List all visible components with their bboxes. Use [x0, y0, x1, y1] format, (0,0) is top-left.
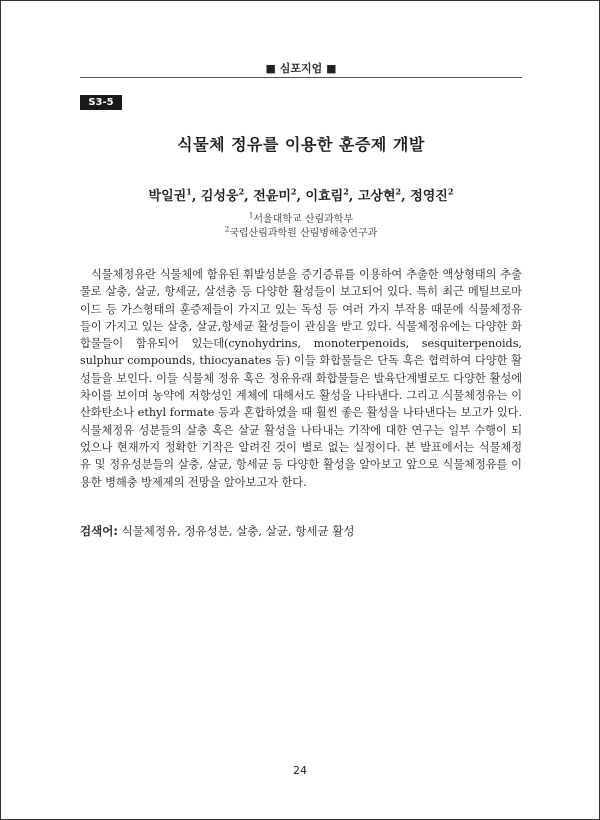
abstract-body: 식물체정유란 식물체에 함유된 휘발성분을 증기증류를 이용하여 추출한 액상형태의 추출물로 살충, 살균, 항세균, 살선충 등 다양한 활성들이 보고되어 있다. 특히 최근 메틸브로마이드 등 가스형태의 훈증제들이 가지고 있는 독성 등 여러 가지 부작용 때문에 식물체정유들이 가지고 있는 살충, 살균,항세균 활성들이 관심을 받고 있다. 식물체정유에는 다양한 화합물들이 함유되어 있는데(cynohydrins, monoterpenoids, sesquiterpenoids, sulphur compounds, thiocyanates 등) 이들 화합물들은 단독 혹은 협력하여 다양한 활성들을 보인다. 이들 식물체 정유 혹은 정유유래 화합물들은 발육단계별로도 다양한 활성에 차이를 보이며 농약에 저항성인 계체에 대해서도 활성을 나타낸다. 그리고 식물체정유는 이산화탄소나 ethyl formate 등과 혼합하였을 때 훨씬 좋은 활성을 나타낸다는 보고가 있다. 식물체정유 성분들의 살충 혹은 살균 활성을 나타내는 기작에 대한 연구는 일부 수행이 되었으나 현재까지 정확한 기작은 알려진 것이 별로 없는 실정이다. 본 발표에서는 식물체정유 및 정유성분들의 살충, 살균, 항세균 등 다양한 활성을 알아보고 앞으로 식물체정유를 이용한 병해충 방제제의 전망을 알아보고자 한다.	[80, 268, 522, 489]
author-affil-mark: 2	[343, 186, 349, 197]
header-divider	[80, 77, 522, 78]
author-name: 고상현	[357, 189, 396, 204]
affiliation-text: 국립산림과학원 산림병해충연구과	[229, 228, 378, 239]
author-name: 박일권	[148, 189, 187, 204]
keywords-label: 검색어:	[80, 524, 118, 538]
affiliation-number: 1	[248, 211, 254, 220]
author-affil-mark: 2	[395, 186, 402, 197]
affiliation	[80, 210, 522, 225]
paper-title: 식물체 정유를 이용한 훈증제 개발	[177, 135, 425, 154]
author	[148, 186, 192, 204]
affiliation-number: 2	[224, 225, 230, 234]
author-affil-mark: 2	[447, 186, 454, 197]
keywords-text: 식물체정유, 정유성분, 살충, 살균, 항세균 활성	[121, 524, 355, 538]
section-header: ■ 심포지엄 ■	[265, 62, 337, 75]
author	[200, 186, 245, 204]
author-name: 정영진	[410, 189, 448, 204]
author	[253, 186, 297, 204]
page-border-left	[0, 0, 1, 820]
page-number: 24	[293, 764, 307, 777]
author-name: 이효림	[305, 189, 344, 204]
page-border-top	[0, 0, 600, 1]
author-affil-mark: 1	[186, 186, 192, 197]
keywords	[80, 523, 522, 539]
affiliation-text: 서울대학교 산림과학부	[253, 214, 354, 225]
author-name: 김성웅	[200, 189, 239, 204]
author-affil-mark: 2	[238, 186, 245, 197]
author-affil-mark: 2	[290, 186, 297, 197]
author	[305, 186, 349, 204]
author-list: 박일권$^1$, 김성웅$^2$, 전윤미$^2$, 이효림$^2$, 고상현$^2$, 정영진$^2$	[148, 186, 454, 204]
author	[357, 186, 402, 204]
author	[410, 186, 454, 204]
session-badge: S3-5	[80, 95, 122, 110]
affiliation	[80, 224, 522, 239]
author-name: 전윤미	[253, 189, 291, 204]
